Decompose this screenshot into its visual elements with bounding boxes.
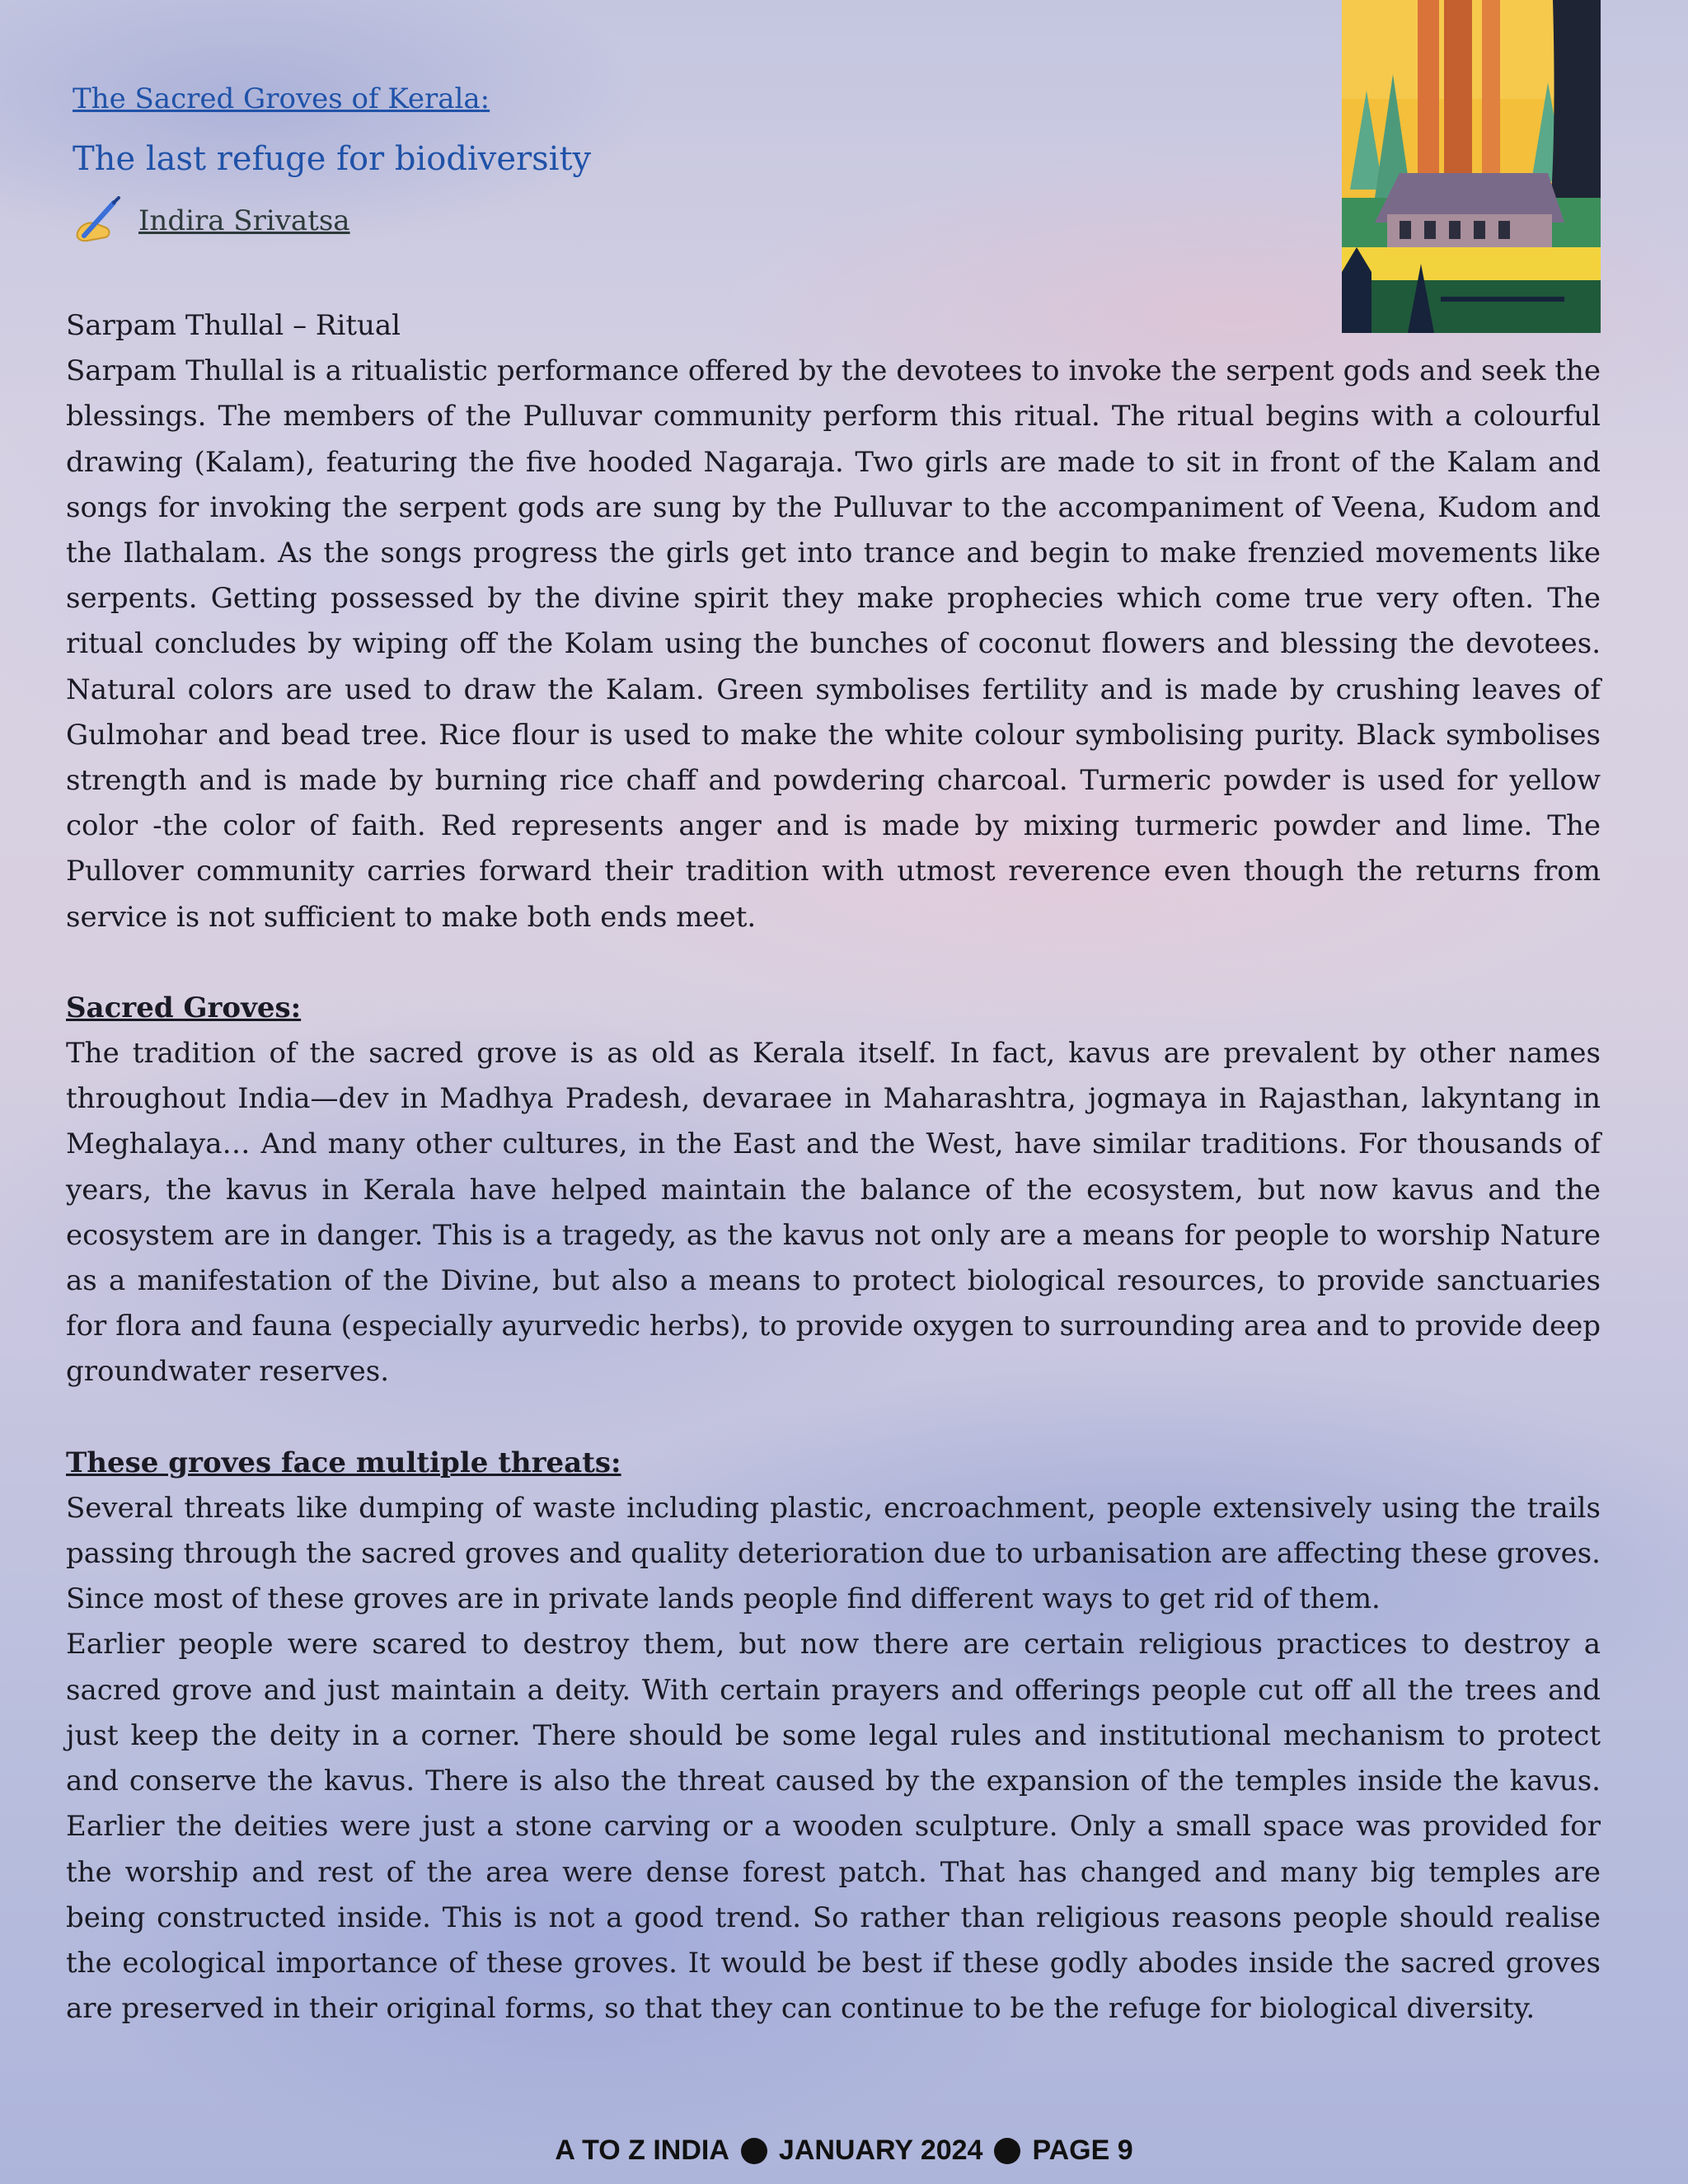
forest-cabin-illustration [1342, 0, 1601, 333]
threats-paragraph-2: Earlier people were scared to destroy them, but now there are certain religious practices to destroy a sacred grove and just maintain a deity. With certain prayers and offerings people cut off all the trees and just keep the deity in a corner. There should be some legal rules and institutional mechanism to protect and conserve the kavus. There is also the threat caused by the expansion of the temples inside the kavus. Earlier the deities were just a stone carving or a wooden sculpture. Only a small space was provided for the worship and rest of the area were dense forest patch. That has changed and many big temples are being constructed inside. This is not a good trend. So rather than religious reasons people should realise the ecological importance of these groves. It would be best if these godly abodes inside the sacred groves are preserved in their original forms, so that they can continue to be the refuge for biological diversity. [66, 1628, 1601, 2026]
threats-paragraph-1: Several threats like dumping of waste including plastic, encroachment, people extensively using the trails passing through the sacred groves and quality deterioration due to urbanisation are affecting these groves. Since most of these groves are in private lands people find different ways to get rid of them. [66, 1491, 1601, 1616]
article-body [66, 303, 1601, 2032]
ritual-paragraph: Sarpam Thullal is a ritualistic performance offered by the devotees to invoke the serpent gods and seek the blessings. The members of the Pulluvar community perform this ritual. The ritual begins with a colourful drawing (Kalam), featuring the five hooded Nagaraja. Two girls are made to sit in front of the Kalam and songs for invoking the serpent gods are sung by the Pulluvar to the accompaniment of Veena, Kudom and the Ilathalam. As the songs progress the girls get into trance and begin to make frenzied movements like serpents. Getting possessed by the divine spirit they make prophecies which come true very often. The ritual concludes by wiping off the Kolam using the bunches of coconut flowers and blessing the devotees. Natural colors are used to draw the Kalam. Green symbolises fertility and is made by crushing leaves of Gulmohar and bead tree. Rice flour is used to make the white colour symbolising purity. Black symbolises strength and is made by burning rice chaff and powdering charcoal. Turmeric powder is used for yellow color -the color of faith. Red represents anger and is made by mixing turmeric powder and lime. The Pullover community carries forward their tradition with utmost reverence even though the returns from service is not sufficient to make both ends meet. [66, 354, 1601, 934]
spacer [66, 940, 1601, 986]
sacred-groves-paragraph: The tradition of the sacred grove is as old as Kerala itself. In fact, kavus are prevalent by other names throughout India—dev in Madhya Pradesh, devaraee in Maharashtra, jogmaya in Rajasthan, lakyntang in Meghalaya… And many other cultures, in the East and the West, have similar traditions. For thousands of years, the kavus in Kerala have helped maintain the balance of the ecosystem, but now kavus and the ecosystem are in danger. This is a tragedy, as the kavus not only are a means for people to worship Nature as a manifestation of the Divine, but also a means to protect biological resources, to provide sanctuaries for flora and fauna (especially ayurvedic herbs), to provide oxygen to surrounding area and to provide deep groundwater reserves. [66, 1037, 1601, 1389]
section-heading-ritual: Sarpam Thullal – Ritual [66, 309, 401, 342]
bullet-dot-icon [741, 2138, 767, 2164]
article-kicker-text[interactable]: The Sacred Groves of Kerala [73, 82, 481, 115]
spacer [66, 1395, 1601, 1441]
bullet-dot-icon [994, 2138, 1020, 2164]
article-kicker-colon: : [480, 82, 490, 115]
footer-page-number: PAGE 9 [1032, 2135, 1133, 2166]
article-kicker[interactable] [73, 82, 591, 115]
author-name[interactable]: Indira Srivatsa [138, 204, 350, 237]
article-header [73, 82, 591, 246]
footer-publication: A TO Z INDIA [555, 2135, 729, 2166]
footer-issue: JANUARY 2024 [778, 2135, 983, 2166]
author-byline [73, 196, 591, 246]
writing-hand-icon [73, 196, 125, 246]
section-heading-sacred-groves: Sacred Groves: [66, 991, 302, 1024]
section-heading-threats: These groves face multiple threats: [66, 1446, 621, 1479]
article-subtitle: The last refuge for biodiversity [73, 140, 592, 178]
page-footer [0, 2135, 1688, 2167]
